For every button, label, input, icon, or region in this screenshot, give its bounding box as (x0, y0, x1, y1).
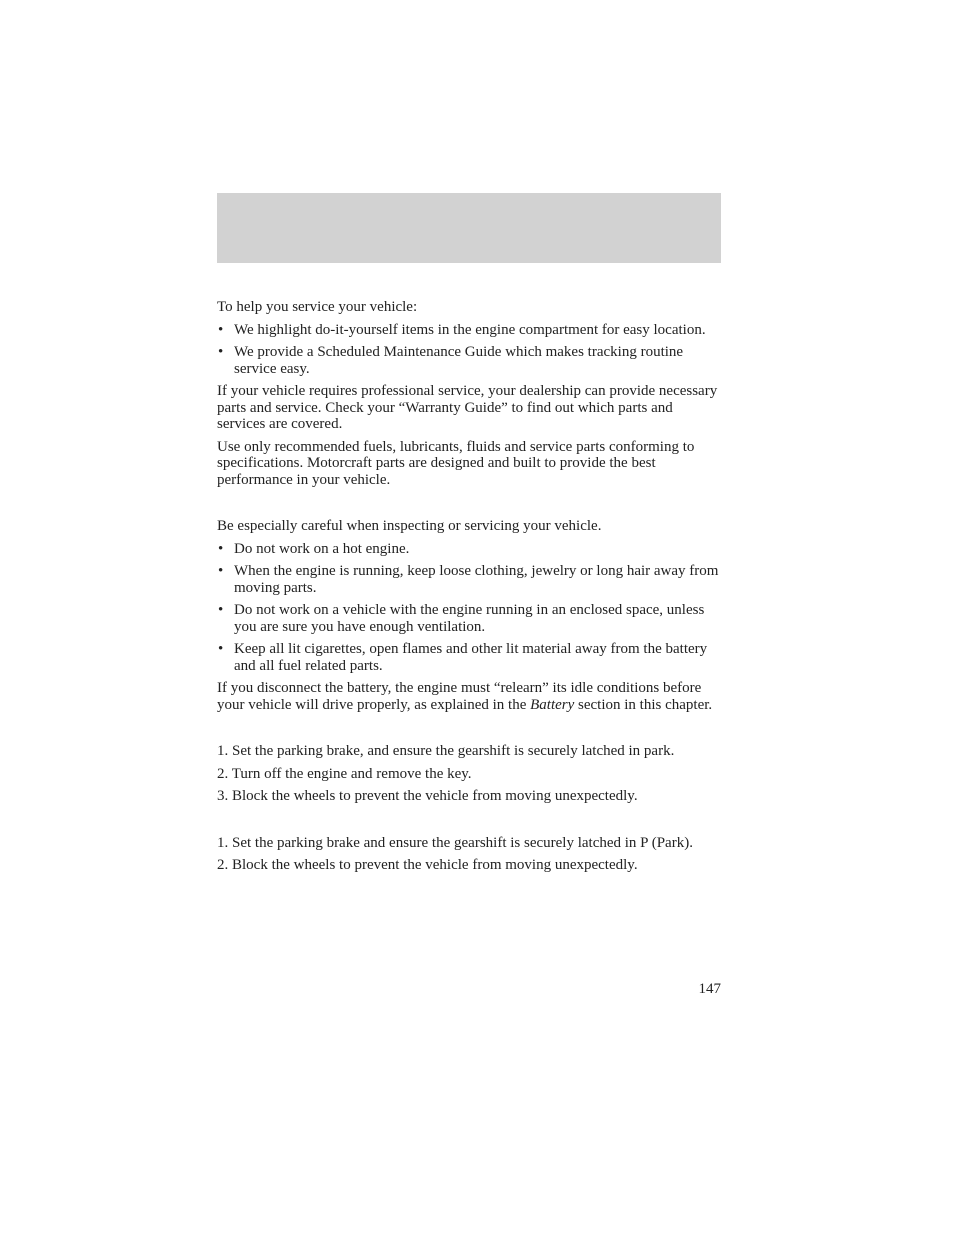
recommended-parts-paragraph: Use only recommended fuels, lubricants, fluids and service parts conforming to specifications. Motorcraft parts are designed and built to provide the best performance in your vehicle. (217, 438, 695, 488)
engine-on-steps (217, 835, 721, 874)
battery-note-post: section in this chapter. (574, 696, 713, 713)
list-item-text: Do not work on a hot engine. (234, 540, 410, 557)
numbered-step: 2. Block the wheels to prevent the vehicle from moving unexpectedly. (217, 857, 638, 873)
bullet-icon: • (218, 602, 224, 618)
section-header-band (217, 193, 721, 263)
list-item (217, 541, 721, 558)
bullet-icon: • (218, 321, 224, 338)
bullet-icon: • (218, 641, 224, 657)
page-number: 147 (698, 981, 721, 997)
list-item-text: Do not work on a vehicle with the engine running in an enclosed space, unless you are sure you have enough ventilation. (234, 602, 705, 635)
page-content (217, 299, 721, 880)
list-item (217, 563, 721, 596)
list-item (217, 641, 721, 674)
bullet-icon: • (218, 563, 224, 579)
numbered-step: 1. Set the parking brake and ensure the gearshift is securely latched in P (Park). (217, 834, 693, 851)
professional-service-paragraph: If your vehicle requires professional service, your dealership can provide necessary parts and service. Check your “Warranty Guide” to find out which parts and services are covered. (217, 383, 718, 432)
numbered-step: 1. Set the parking brake, and ensure the gearshift is securely latched in park. (217, 743, 675, 759)
intro-lead: To help you service your vehicle: (217, 299, 418, 315)
list-item-text: When the engine is running, keep loose clothing, jewelry or long hair away from moving parts. (234, 563, 719, 596)
intro-bullet-list (217, 322, 721, 378)
bullet-icon: • (218, 540, 224, 557)
list-item (217, 322, 721, 339)
bullet-icon: • (218, 344, 224, 360)
list-item (217, 602, 721, 635)
list-item (217, 344, 721, 377)
precautions-bullet-list (217, 541, 721, 675)
battery-section-reference: Battery (530, 696, 575, 713)
list-item-text: We provide a Scheduled Maintenance Guide which makes tracking routine service easy. (234, 344, 684, 377)
precautions-lead: Be especially careful when inspecting or servicing your vehicle. (217, 518, 602, 534)
list-item-text: We highlight do-it-yourself items in the engine compartment for easy location. (234, 321, 706, 338)
list-item-text: Keep all lit cigarettes, open flames and other lit material away from the battery and all fuel related parts. (234, 641, 708, 674)
battery-note-pre: If you disconnect the battery, the engine must “relearn” its idle conditions before your vehicle will drive properly, as explained in the (217, 680, 702, 713)
numbered-step: 2. Turn off the engine and remove the key. (217, 765, 472, 782)
numbered-step: 3. Block the wheels to prevent the vehicle from moving unexpectedly. (217, 788, 638, 804)
engine-off-steps (217, 743, 721, 805)
battery-note-paragraph (217, 680, 721, 713)
